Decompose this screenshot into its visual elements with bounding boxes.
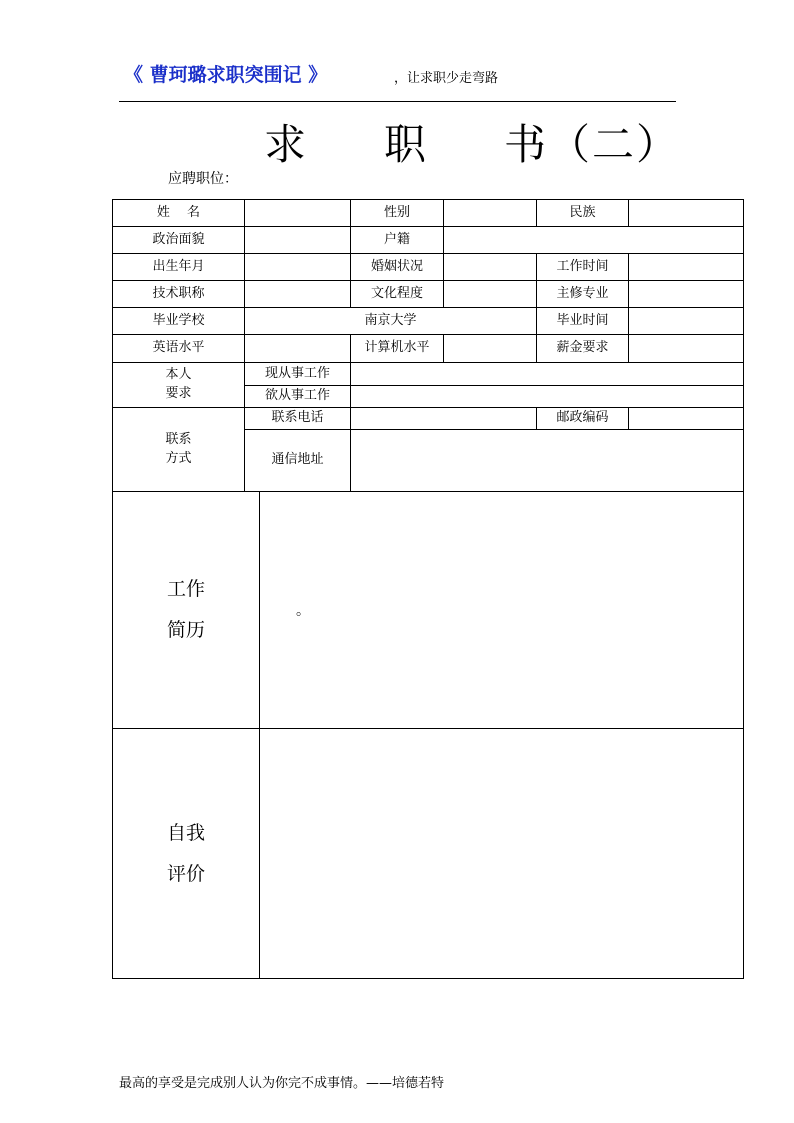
school-label: 毕业学校	[112, 307, 245, 335]
header-subtitle: ，让求职少走弯路	[394, 71, 499, 86]
work-history-label-line-2: 简历	[166, 619, 205, 641]
hukou-label: 户籍	[350, 226, 444, 254]
work-start-label: 工作时间	[536, 253, 629, 281]
personal-label-line-1: 本人	[165, 367, 192, 383]
work-start-field[interactable]	[628, 253, 744, 281]
marital-label: 婚姻状况	[350, 253, 444, 281]
self-evaluation-label	[112, 728, 260, 979]
title-char-2: 职	[384, 120, 429, 169]
self-evaluation-field[interactable]	[259, 728, 744, 979]
ethnicity-field[interactable]	[628, 199, 744, 227]
grad-time-field[interactable]	[628, 307, 744, 335]
work-history-text: 。	[296, 603, 310, 619]
education-field[interactable]	[443, 280, 537, 308]
work-history-label	[112, 491, 260, 729]
tech-title-label: 技术职称	[112, 280, 245, 308]
gender-label: 性别	[350, 199, 444, 227]
current-job-field[interactable]	[350, 362, 744, 386]
desired-job-field[interactable]	[350, 385, 744, 408]
english-label: 英语水平	[112, 334, 245, 363]
title-char-3: 书（二）	[504, 120, 681, 169]
header-link[interactable]: 《 曹珂璐求职突围记 》	[124, 64, 328, 86]
document-title	[264, 112, 680, 172]
self-eval-label-line-1: 自我	[166, 821, 205, 844]
title-char-1: 求	[264, 120, 309, 169]
postcode-field[interactable]	[628, 407, 744, 430]
hukou-field[interactable]	[443, 226, 744, 254]
personal-requirements-label	[112, 362, 245, 408]
grad-time-label: 毕业时间	[536, 307, 629, 335]
contact-label-line-2: 方式	[165, 450, 192, 466]
apply-position-label: 应聘职位：	[168, 171, 238, 187]
birth-label: 出生年月	[112, 253, 245, 281]
contact-label-line-1: 联系	[165, 431, 192, 447]
english-field[interactable]	[244, 334, 351, 363]
political-field[interactable]	[244, 226, 351, 254]
work-history-label-line-1: 工作	[166, 578, 205, 601]
phone-field[interactable]	[350, 407, 537, 430]
contact-label	[112, 407, 245, 492]
education-label: 文化程度	[350, 280, 444, 308]
address-label: 通信地址	[244, 429, 351, 492]
work-history-field[interactable]	[259, 491, 744, 729]
salary-label: 薪金要求	[536, 334, 629, 363]
self-eval-label-line-2: 评价	[166, 862, 205, 885]
tech-title-field[interactable]	[244, 280, 351, 308]
major-label: 主修专业	[536, 280, 629, 308]
postcode-label: 邮政编码	[536, 407, 629, 430]
personal-label-line-2: 要求	[165, 386, 192, 401]
major-field[interactable]	[628, 280, 744, 308]
birth-field[interactable]	[244, 253, 351, 281]
address-field[interactable]	[350, 429, 744, 492]
phone-label: 联系电话	[244, 407, 351, 430]
school-field[interactable]: 南京大学	[244, 307, 537, 335]
desired-job-label: 欲从事工作	[244, 385, 351, 408]
name-label: 姓 名	[112, 199, 245, 227]
political-label: 政治面貌	[112, 226, 245, 254]
ethnicity-label: 民族	[536, 199, 629, 227]
name-field[interactable]	[244, 199, 351, 227]
header-divider	[119, 101, 676, 102]
computer-label: 计算机水平	[350, 334, 444, 363]
gender-field[interactable]	[443, 199, 537, 227]
marital-field[interactable]	[443, 253, 537, 281]
computer-field[interactable]	[443, 334, 537, 363]
footer-quote: 最高的享受是完成别人认为你完不成事情。——培德若特	[119, 1076, 445, 1091]
salary-field[interactable]	[628, 334, 744, 363]
current-job-label: 现从事工作	[244, 362, 351, 386]
